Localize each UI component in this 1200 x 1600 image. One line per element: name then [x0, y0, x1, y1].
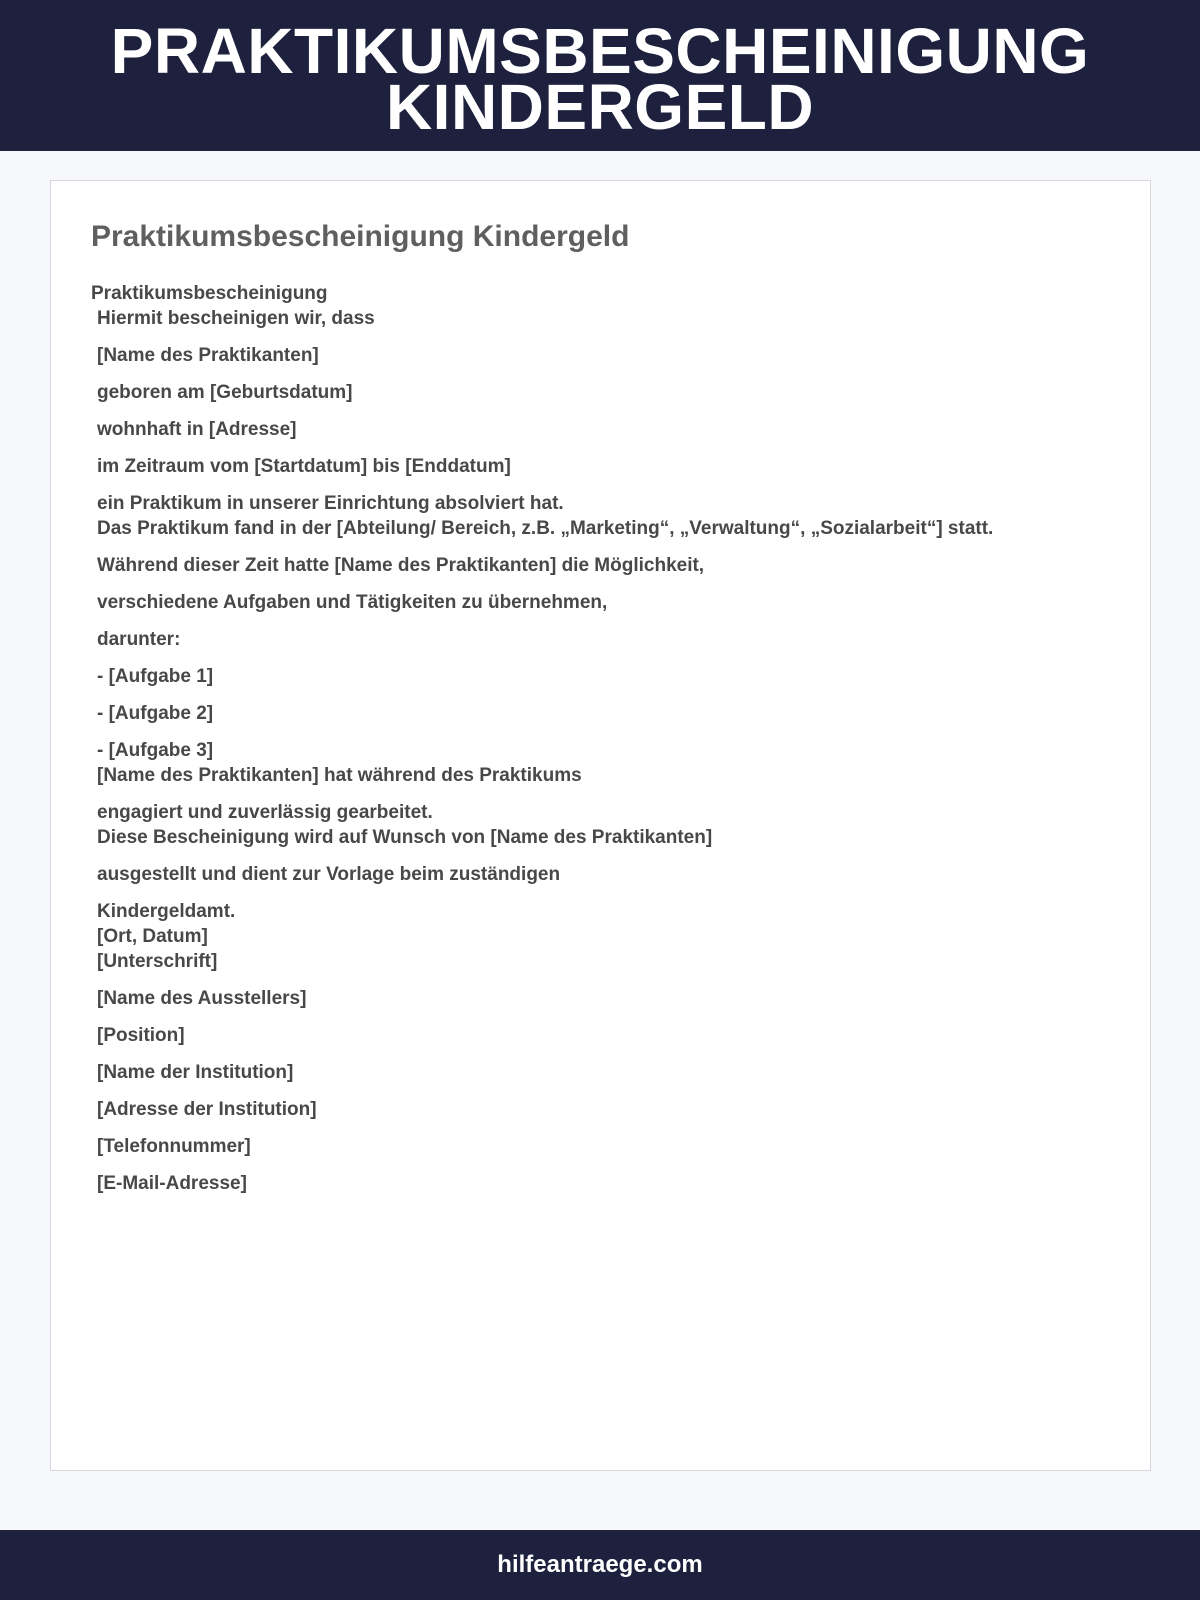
document-line: darunter: — [97, 629, 181, 650]
document-line: engagiert und zuverlässig gearbeitet. — [97, 802, 433, 823]
document-heading: Praktikumsbescheinigung Kindergeld — [91, 220, 630, 253]
document-line: Praktikumsbescheinigung — [91, 283, 328, 304]
document-line: [Name des Praktikanten] hat während des Praktikums — [97, 765, 582, 786]
document-line: [Name des Praktikanten] — [97, 345, 319, 366]
document-card — [50, 180, 1151, 1471]
list-item: - [Aufgabe 3] — [97, 740, 214, 761]
place-date-field: [Ort, Datum] — [97, 926, 208, 947]
position-field: [Position] — [97, 1025, 185, 1046]
document-line: ausgestellt und dient zur Vorlage beim zuständigen — [97, 864, 561, 885]
document-line: Das Praktikum fand in der [Abteilung/ Bereich, z.B. „Marketing“, „Verwaltung“, „Sozialarbeit“] statt. — [97, 518, 994, 539]
page-footer — [0, 1530, 1200, 1600]
document-line: ein Praktikum in unserer Einrichtung absolviert hat. — [97, 493, 564, 514]
page-header — [0, 0, 1200, 151]
institution-address-field: [Adresse der Institution] — [97, 1099, 317, 1120]
document-line: Diese Bescheinigung wird auf Wunsch von [Name des Praktikanten] — [97, 827, 713, 848]
document-body — [91, 281, 1111, 1196]
document-line: geboren am [Geburtsdatum] — [97, 382, 353, 403]
document-line: verschiedene Aufgaben und Tätigkeiten zu übernehmen, — [97, 592, 608, 613]
institution-name-field: [Name der Institution] — [97, 1062, 294, 1083]
issuer-name-field: [Name des Ausstellers] — [97, 988, 307, 1009]
list-item: - [Aufgabe 1] — [97, 666, 214, 687]
document-line: Während dieser Zeit hatte [Name des Praktikanten] die Möglichkeit, — [97, 555, 705, 576]
list-item: - [Aufgabe 2] — [97, 703, 214, 724]
document-line: im Zeitraum vom [Startdatum] bis [Enddatum] — [97, 456, 511, 477]
document-line: Hiermit bescheinigen wir, dass — [97, 308, 375, 329]
page-title-line-2: KINDERGELD — [385, 71, 815, 143]
signature-field: [Unterschrift] — [97, 951, 218, 972]
document-line: wohnhaft in [Adresse] — [97, 419, 297, 440]
page-title-line-1: PRAKTIKUMSBESCHEINIGUNG — [110, 15, 1090, 87]
document-line: Kindergeldamt. — [97, 901, 236, 922]
page-title — [0, 15, 1200, 143]
phone-field: [Telefonnummer] — [97, 1136, 251, 1157]
footer-site-link[interactable]: hilfeantraege.com — [497, 1551, 703, 1578]
email-field: [E-Mail-Adresse] — [97, 1173, 247, 1194]
